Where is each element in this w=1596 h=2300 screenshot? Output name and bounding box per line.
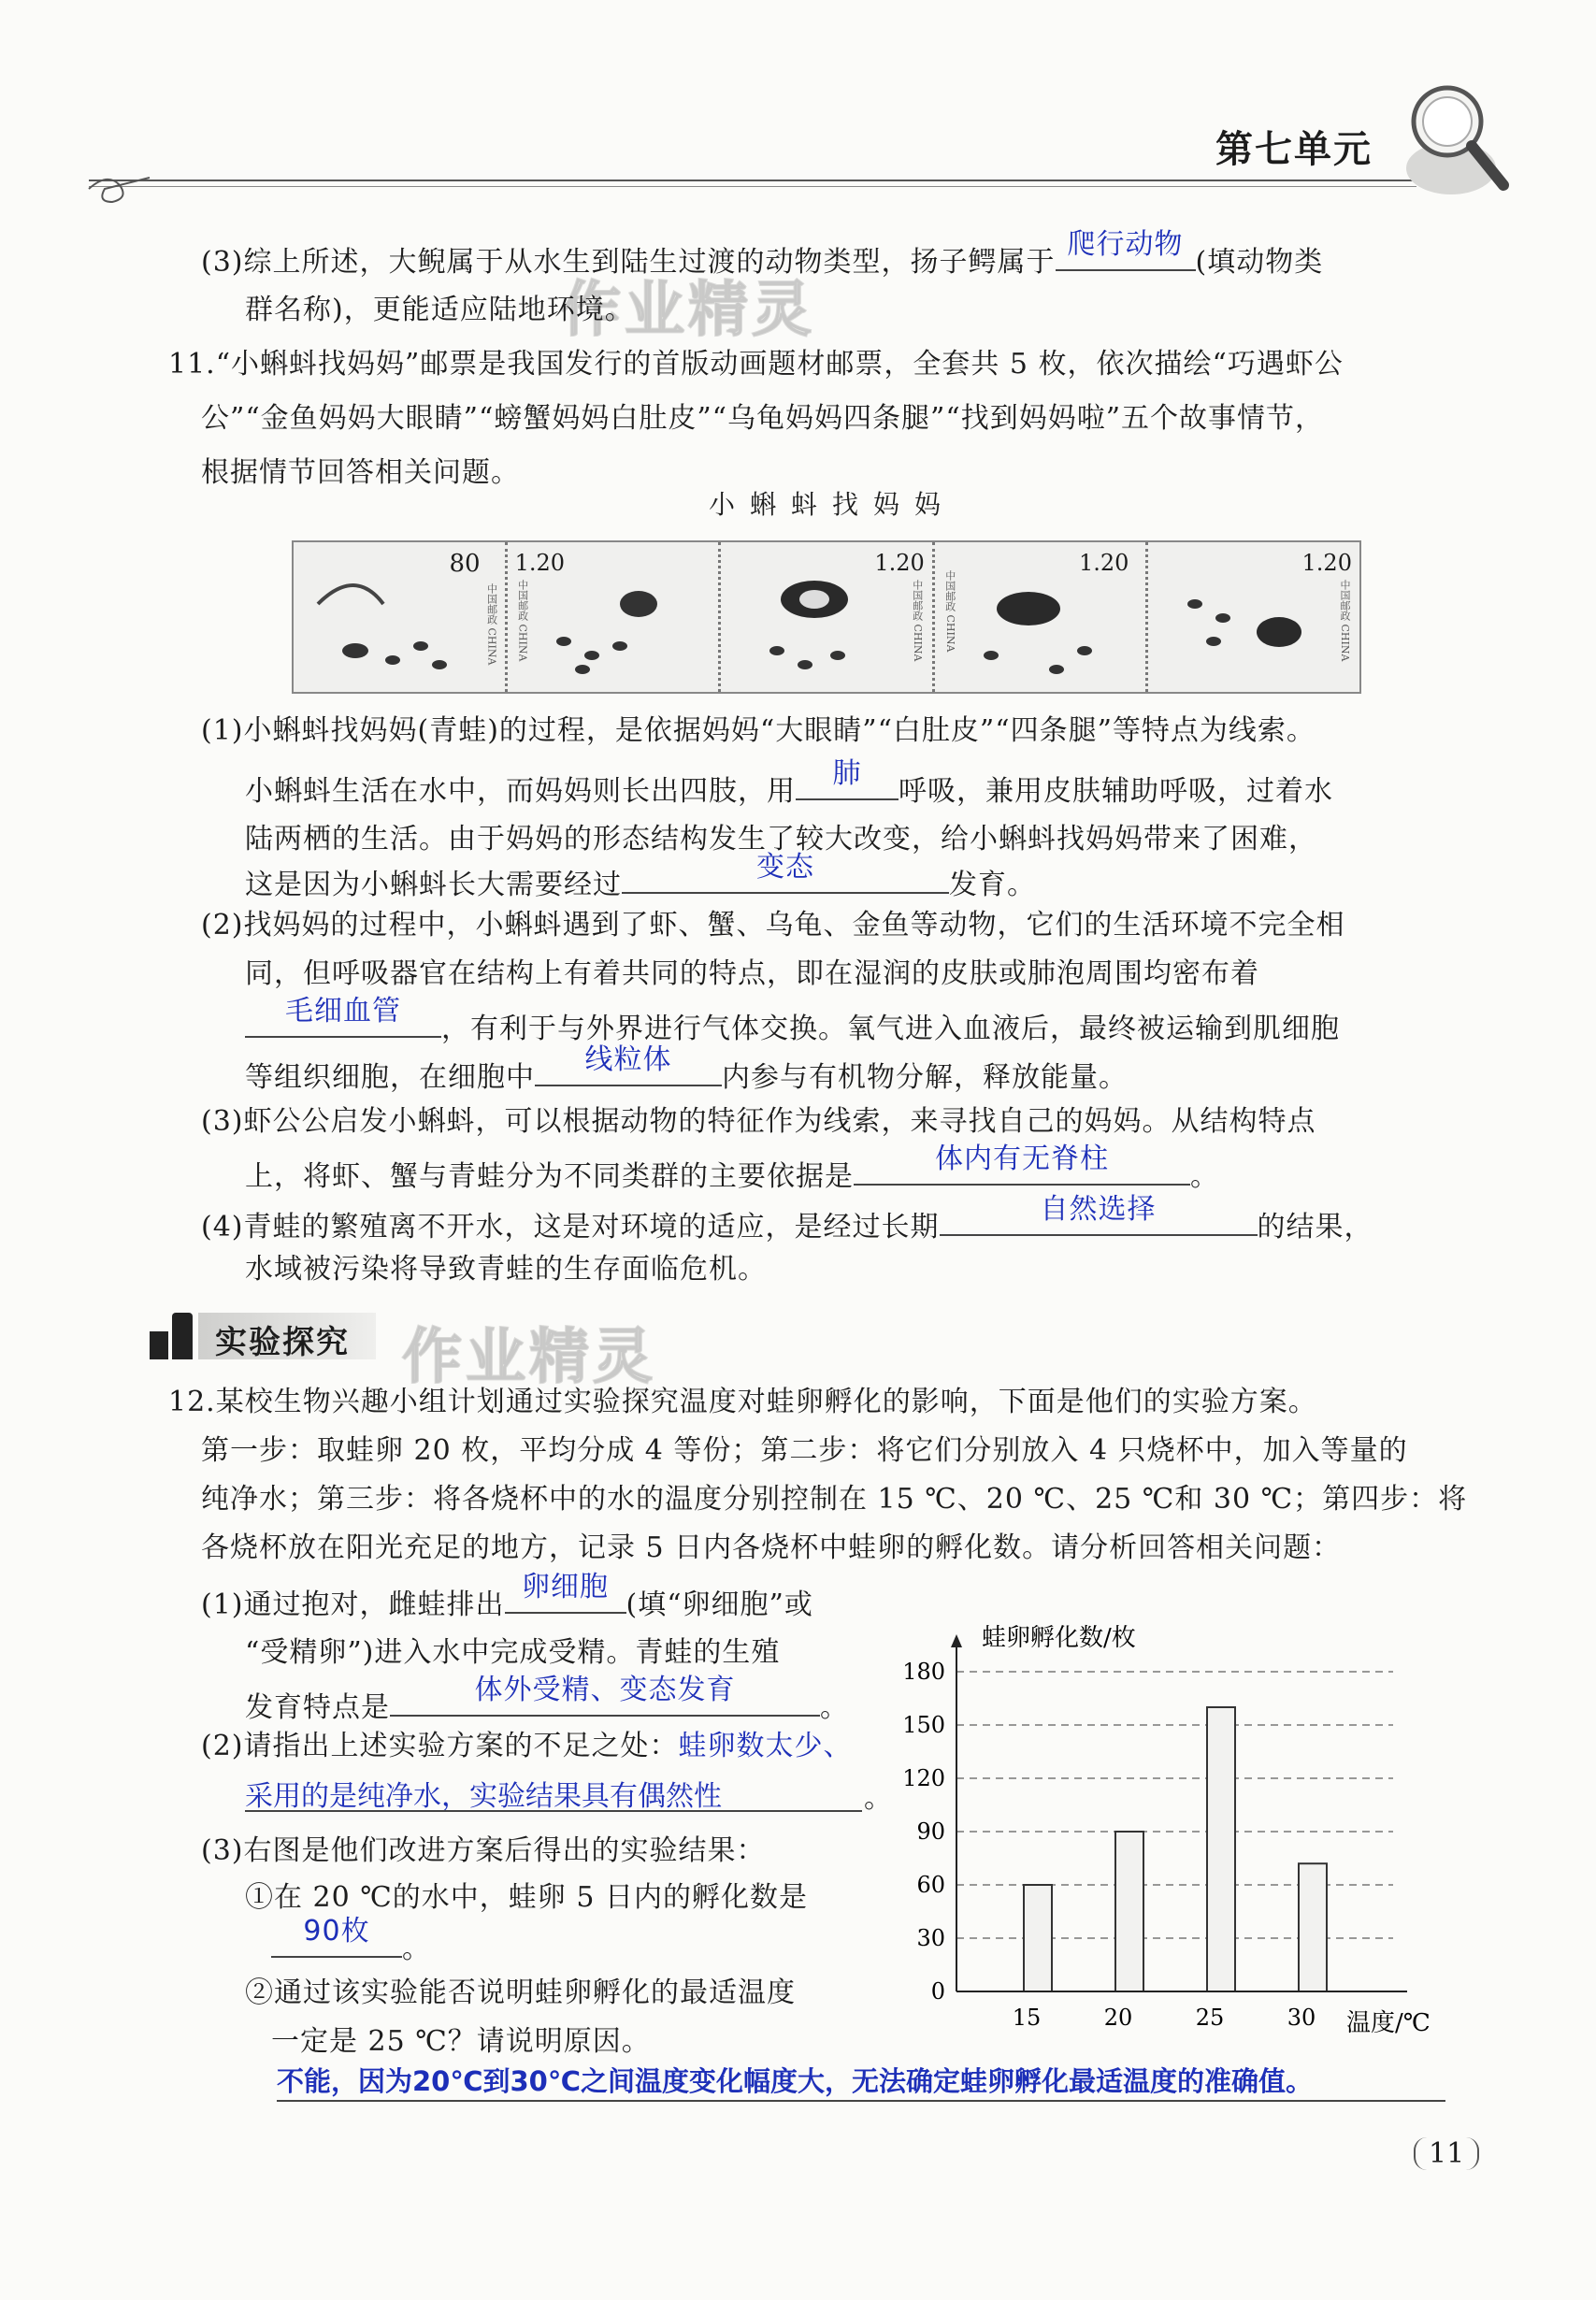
q10-3-line2: 群名称)，更能适应陆地环境。 [245,294,634,326]
watermark: 作业精灵 [402,1323,656,1392]
section-bottle-icon [172,1313,193,1359]
x-tick-label: 30 [1287,2005,1316,2031]
bar [1115,1832,1143,1991]
q11-2-blank2 [535,1043,722,1086]
stamp-sheet [292,540,1361,694]
answer-text: 不能，因为20℃到30℃之间温度变化幅度大，无法确定蛙卵孵化最适温度的准确值。 [277,2065,1313,2097]
q12-3-sub2-line1: ②通过该实验能否说明蛙卵孵化的最适温度 [245,1977,796,2009]
q11-intro-line: 11.“小蝌蚪找妈妈”邮票是我国发行的首版动画题材邮票，全套共 5 枚，依次描绘“巧遇虾公 [168,348,1344,381]
q12-intro-line: 各烧杯放在阳光充足的地方，记录 5 日内各烧杯中蛙卵的孵化数。请分析回答相关问题： [201,1531,1342,1564]
stamp-label: 中国邮政 CHINA [485,583,498,666]
unit-title: 第七单元 [1215,127,1373,171]
q12-2-line1: (2)请指出上述实验方案的不足之处：蛙卵数太少、 [201,1730,853,1762]
stamp-title: 小蝌蚪找妈妈 [708,489,956,520]
q11-1-line4: 这是因为小蝌蚪长大需要经过 变态 发育。 [245,851,1036,901]
stamp-value: 1.20 [1078,550,1129,576]
header-swirl-icon [84,161,159,217]
stamp [935,542,1149,692]
answer-text: 毛细血管 [285,995,401,1028]
q11-2-blank1 [245,995,441,1038]
header-rule-thin [89,186,1416,187]
q11-intro-line: 公”“金鱼妈妈大眼睛”“螃蟹妈妈白肚皮”“乌龟妈妈四条腿”“找到妈妈啦”五个故事情节， [201,402,1325,435]
q12-intro-line: 12.某校生物兴趣小组计划通过实验探究温度对蛙卵孵化的影响，下面是他们的实验方案。 [168,1386,1317,1418]
y-tick-label: 90 [916,1818,945,1845]
q12-3-sub1-line1: ①在 20 ℃的水中，蛙卵 5 日内的孵化数是 [245,1881,808,1914]
q11-2-line2: 同，但呼吸器官在结构上有着共同的特点，即在湿润的皮肤或肺泡周围均密布着 [245,957,1259,990]
answer-text: 卵细胞 [522,1571,609,1603]
q12-intro-line: 纯净水；第三步：将各烧杯中的水的温度分别控制在 15 ℃、20 ℃、25 ℃和 30 ℃；第四步：将 [201,1483,1468,1516]
q12-1-line2: “受精卵”)进入水中完成受精。青蛙的生殖 [245,1636,781,1669]
turtle-illustration-icon [954,548,1141,688]
q12-3-blank [271,1915,402,1958]
header-rule [89,180,1416,181]
q12-3-line1: (3)右图是他们改进方案后得出的实验结果： [201,1834,766,1867]
y-axis-label: 蛙卵孵化数/枚 [982,1624,1136,1652]
answer-text: 体外受精、变态发育 [474,1674,736,1706]
q12-3-sub1-line2: 90枚 。 [271,1924,431,1968]
answer-text: 自然选择 [1040,1193,1157,1226]
y-tick-label: 180 [902,1659,945,1685]
section-title: 实验探究 [215,1324,350,1361]
q11-4-line2: 水域被污染将导致青蛙的生存面临危机。 [245,1253,767,1286]
q10-3-blank [1056,228,1196,271]
answer-text: 爬行动物 [1067,228,1184,261]
q11-4-line1: (4)青蛙的繁殖离不开水，这是对环境的适应，是经过长期 自然选择 的结果， [201,1193,1373,1243]
q11-3-line2: 上，将虾、蟹与青蛙分为不同类群的主要依据是 体内有无脊柱 。 [245,1143,1219,1193]
answer-text: 90枚 [303,1915,370,1948]
y-tick-label: 60 [916,1872,945,1898]
y-tick-label: 120 [902,1765,945,1791]
section-bottle-icon [150,1331,168,1359]
q11-intro-line: 根据情节回答相关问题。 [201,456,520,489]
bar [1207,1707,1235,1991]
q11-4-blank [940,1193,1258,1236]
stamp [721,542,935,692]
q11-1-line3: 陆两栖的生活。由于妈妈的形态结构发生了较大改变，给小蝌蚪找妈妈带来了困难， [245,823,1317,855]
y-tick-label: 30 [916,1925,945,1951]
q11-3-blank [854,1143,1190,1186]
stamp [1148,542,1359,692]
q11-2-line3: 毛细血管 ，有利于与外界进行气体交换。氧气进入血液后，最终被运输到肌细胞 [245,1004,1340,1048]
answer-text: 采用的是纯净水，实验结果具有偶然性 [245,1780,722,1813]
q11-3-line1: (3)虾公公启发小蝌蚪，可以根据动物的特征作为线索，来寻找自己的妈妈。从结构特点 [201,1105,1316,1138]
answer-text: 变态 [756,851,814,884]
stamp-label: 中国邮政 CHINA [943,570,956,653]
stamp [508,542,722,692]
q12-1-line1: (1)通过抱对，雌蛙排出 卵细胞 (填“卵细胞”或 [201,1571,813,1621]
magnifier-icon [1393,65,1515,206]
q10-3-line1: (3)综上所述，大鲵属于从水生到陆生过渡的动物类型，扬子鳄属于 爬行动物 (填动物类 [201,228,1324,279]
q11-1-blank1 [796,757,899,800]
answer-text: 体内有无脊柱 [935,1143,1109,1175]
stamp-value: 1.20 [1301,550,1352,576]
page-number: 11 [1414,2137,1479,2170]
q12-3-sub2-line2: 一定是 25 ℃？请说明原因。 [271,2025,651,2058]
q12-1-blank1 [505,1571,626,1614]
answer-text: 肺 [832,757,862,790]
x-axis-label: 温度/℃ [1346,2009,1431,2037]
q11-1-line1: (1)小蝌蚪找妈妈(青蛙)的过程，是依据妈妈“大眼睛”“白肚皮”“四条腿”等特点为线索。 [201,714,1316,747]
q12-2-end: 。 [864,1782,893,1815]
chart-y-ticks [902,1659,945,2005]
stamp-value: 1.20 [874,550,925,576]
hatch-chart [888,1617,1468,2038]
y-tick-label: 0 [930,1978,945,2005]
chart-bars [1024,1707,1327,1991]
y-axis-arrow-icon [951,1634,962,1647]
bar [1299,1863,1327,1991]
stamp-label: 中国邮政 CHINA [516,580,529,662]
stamp-value: 80 [449,550,481,578]
chart-x-ticks [1013,2005,1316,2031]
goldfish-illustration-icon [526,548,713,688]
answer-text: 线粒体 [584,1043,672,1076]
crab-illustration-icon [730,548,917,688]
y-tick-label: 150 [902,1712,945,1738]
frog-illustration-icon [1157,548,1344,688]
section-header [150,1307,383,1361]
stamp-label: 中国邮政 CHINA [911,580,924,662]
q12-1-line3: 发育特点是 体外受精、变态发育 。 [245,1674,849,1724]
q11-1-line2: 小蝌蚪生活在水中，而妈妈则长出四肢，用 肺 呼吸，兼用皮肤辅助呼吸，过着水 [245,757,1333,808]
answer-underline [245,1810,862,1812]
x-tick-label: 15 [1012,2005,1042,2031]
stamp [294,542,508,692]
answer-text: 蛙卵数太少、 [678,1730,853,1762]
stamp-value: 1.20 [514,550,566,576]
q11-2-line1: (2)找妈妈的过程中，小蝌蚪遇到了虾、蟹、乌龟、金鱼等动物，它们的生活环境不完全相 [201,909,1345,942]
stamp-label: 中国邮政 CHINA [1338,580,1351,662]
x-tick-label: 20 [1103,2005,1133,2031]
answer-underline [277,2100,1445,2102]
bar [1024,1885,1052,1991]
q11-1-blank2 [622,851,949,894]
watermark: 作业精灵 [561,276,815,345]
x-tick-label: 25 [1195,2005,1225,2031]
q11-2-line4: 等组织细胞，在细胞中 线粒体 内参与有机物分解，释放能量。 [245,1043,1128,1094]
q12-intro-line: 第一步：取蛙卵 20 枚，平均分成 4 等份；第二步：将它们分别放入 4 只烧杯中，加入等量的 [201,1434,1408,1467]
tadpole-illustration-icon [299,548,486,688]
